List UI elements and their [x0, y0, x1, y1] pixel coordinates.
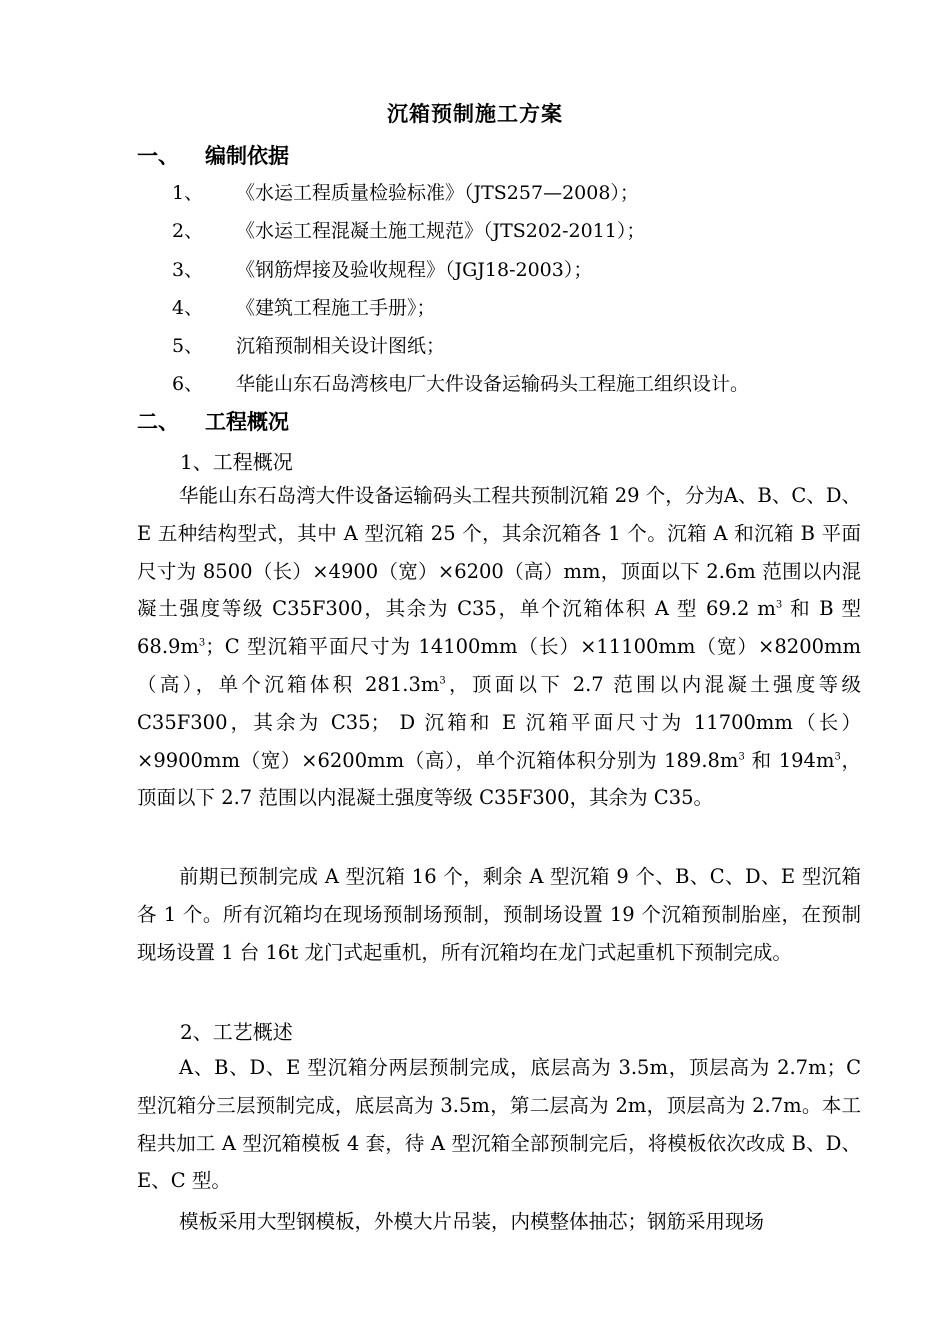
- superscript: 3: [775, 599, 783, 611]
- text-run: 和 194m: [744, 748, 835, 772]
- reference-item: [172, 178, 639, 205]
- superscript: 3: [738, 751, 745, 763]
- reference-item: [172, 369, 749, 396]
- text-run: ，顶面以下 2.7 范围以内混凝土强度等级 C35F300，其余为 C35。: [137, 748, 861, 810]
- superscript: 3: [198, 637, 206, 649]
- reference-text: 华能山东石岛湾核电厂大件设备运输码头工程施工组织设计。: [236, 373, 750, 395]
- text-run: 和 B 型 68.9m: [137, 597, 861, 659]
- section-title: 编制依据: [205, 143, 289, 168]
- reference-index: 4、: [172, 297, 204, 319]
- reference-index: 2、: [172, 220, 204, 242]
- document-title: 沉箱预制施工方案: [387, 101, 563, 126]
- paragraph-prefab-status: 前期已预制完成 A 型沉箱 16 个，剩余 A 型沉箱 9 个、B、C、D、E 型沉箱各 1 个。所有沉箱均在现场预制场预制，预制场设置 19 个沉箱预制胎座，在预制现场设置 1 台 16t 龙门式起重机，所有沉箱均在龙门式起重机下预制完成。: [137, 865, 861, 964]
- text-run: ；C 型沉箱平面尺寸为 14100mm（长）×11100mm（宽）×8200mm（高），单个沉箱体积 281.3m: [137, 635, 861, 696]
- superscript: 3: [834, 751, 841, 763]
- subsection-heading: 1、工程概况: [180, 450, 293, 474]
- reference-item: [172, 216, 645, 243]
- paragraph-process-overview: A、B、D、E 型沉箱分两层预制完成，底层高为 3.5m，顶层高为 2.7m；C 型沉箱分三层预制完成，底层高为 3.5m，第二层高为 2m，顶层高为 2.7m。本工程共加工 A 型沉箱模板 4 套，待 A 型沉箱全部预制完后，将模板依次改成 B、D、E、C 型。: [137, 1056, 861, 1193]
- section-number: 二、: [137, 409, 179, 434]
- reference-index: 3、: [172, 259, 204, 281]
- reference-text: 《钢筋焊接及验收规程》（JGJ18-2003）；: [236, 259, 593, 281]
- reference-index: 1、: [172, 182, 204, 204]
- text-run: ，顶面以下 2.7 范围以内混凝土强度等级 C35F300，其余为 C35； D 沉箱和 E 沉箱平面尺寸为 11700mm（长）×9900mm（宽）×6200mm（高），单个沉箱体积分别为 189.8m: [137, 672, 861, 772]
- reference-text: 《水运工程混凝土施工规范》（JTS202-2011）；: [236, 220, 646, 242]
- text-run: 华能山东石岛湾大件设备运输码头工程共预制沉箱 29 个，分为A、B、C、D、E 五种结构型式，其中 A 型沉箱 25 个，其余沉箱各 1 个。沉箱 A 和沉箱 B 平面尺寸为 8500（长）×4900（宽）×6200（高）mm，顶面以下 2.6m 范围以内混凝土强度等级 C35F300，其余为 C35，单个沉箱体积 A 型 69.2 m: [137, 484, 861, 621]
- section-number: 一、: [137, 143, 179, 168]
- section-heading-basis: [137, 140, 289, 170]
- reference-text: 沉箱预制相关设计图纸；: [236, 335, 446, 357]
- reference-item: [172, 255, 592, 282]
- section-title: 工程概况: [205, 409, 289, 434]
- reference-text: 《水运工程质量检验标准》（JTS257—2008）；: [236, 182, 639, 204]
- reference-index: 5、: [172, 335, 204, 357]
- subsection-heading: 2、工艺概述: [180, 1020, 293, 1044]
- reference-item: [172, 293, 436, 320]
- reference-index: 6、: [172, 373, 204, 395]
- section-heading-overview: [137, 406, 289, 436]
- paragraph-project-overview: [137, 477, 861, 817]
- reference-text: 《建筑工程施工手册》；: [236, 297, 436, 319]
- paragraph-formwork: 模板采用大型钢模板，外模大片吊装，内模整体抽芯；钢筋采用现场: [179, 1210, 765, 1233]
- reference-item: [172, 331, 445, 358]
- superscript: 3: [439, 675, 446, 687]
